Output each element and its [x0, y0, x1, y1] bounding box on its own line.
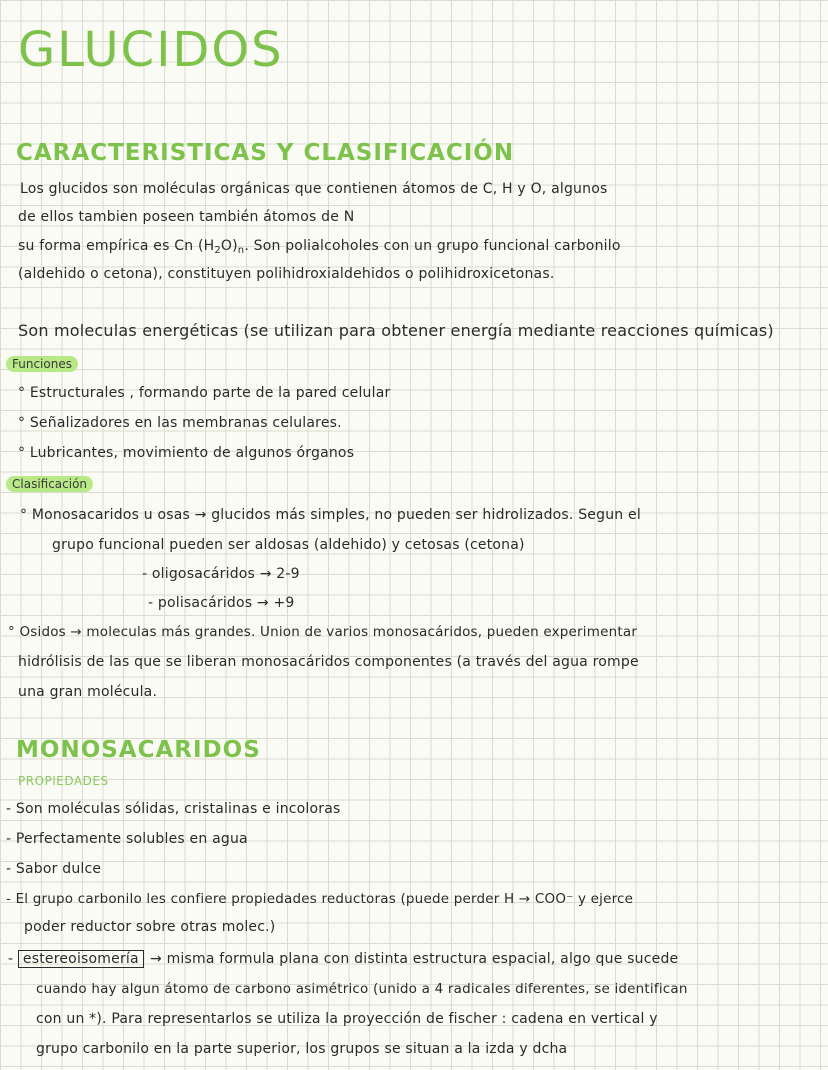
list-item: ° Lubricantes, movimiento de algunos órganos — [18, 445, 355, 461]
text-line: de ellos tambien poseen también átomos de N — [18, 209, 355, 225]
funciones-label: Funciones — [6, 356, 78, 372]
list-item: - oligosacáridos → 2-9 — [142, 566, 300, 582]
text-line: cuando hay algun átomo de carbono asimétrico (unido a 4 radicales diferentes, se identifican — [36, 981, 688, 997]
formula-text-after: . Son polialcoholes con un grupo funcional carbonilo — [244, 238, 621, 254]
text-line: grupo carbonilo en la parte superior, los grupos se situan a la izda y dcha — [36, 1041, 568, 1057]
list-item: - El grupo carbonilo les confiere propiedades reductoras (puede perder H → COO⁻ y ejerce — [6, 891, 634, 907]
list-item: - Sabor dulce — [6, 861, 102, 877]
formula-line: su forma empírica es Cn $(H_2O)_n$. Son polialcoholes con un grupo funcional carbonilo — [18, 238, 621, 256]
section-heading-monosacaridos: MONOSACARIDOS — [16, 737, 261, 763]
subheading-propiedades: PROPIEDADES — [18, 774, 109, 788]
text-line: (aldehido o cetona), constituyen polihidroxialdehidos o polihidroxicetonas. — [18, 266, 555, 282]
list-item: ° Osidos → moleculas más grandes. Union de varios monosacáridos, pueden experimentar — [8, 624, 638, 640]
clasificacion-label: Clasificación — [6, 476, 93, 492]
text-line: → misma formula plana con distinta estructura espacial, algo que sucede — [150, 951, 679, 967]
dash: - — [8, 951, 18, 967]
estereoisomeria-box: estereoisomería — [18, 950, 144, 968]
list-item: ° Señalizadores en las membranas celulares. — [18, 415, 342, 431]
page-title: GLUCIDOS — [18, 22, 284, 78]
text-line: Los glucidos son moléculas orgánicas que contienen átomos de C, H y O, algunos — [20, 181, 608, 197]
section-heading-caracteristicas: CARACTERISTICAS Y CLASIFICACIÓN — [16, 140, 515, 166]
list-item: - Son moléculas sólidas, cristalinas e incoloras — [6, 801, 341, 817]
text-line: Son moleculas energéticas (se utilizan para obtener energía mediante reacciones químicas) — [18, 321, 774, 340]
list-item: hidrólisis de las que se liberan monosacáridos componentes (a través del agua rompe — [18, 654, 639, 670]
list-item: grupo funcional pueden ser aldosas (aldehido) y cetosas (cetona) — [52, 537, 525, 553]
list-item: - Perfectamente solubles en agua — [6, 831, 248, 847]
list-item: poder reductor sobre otras molec.) — [24, 919, 276, 935]
list-item: ° Estructurales , formando parte de la pared celular — [18, 385, 391, 401]
list-item: - polisacáridos → +9 — [148, 595, 295, 611]
list-item: ° Monosacaridos u osas → glucidos más simples, no pueden ser hidrolizados. Segun el — [20, 507, 641, 523]
estereo-line — [8, 950, 144, 968]
list-item: una gran molécula. — [18, 684, 158, 700]
formula-text-before: su forma empírica es Cn (H — [18, 238, 215, 254]
text-line: con un *). Para representarlos se utiliza la proyección de fischer : cadena en vertical y — [36, 1011, 658, 1027]
